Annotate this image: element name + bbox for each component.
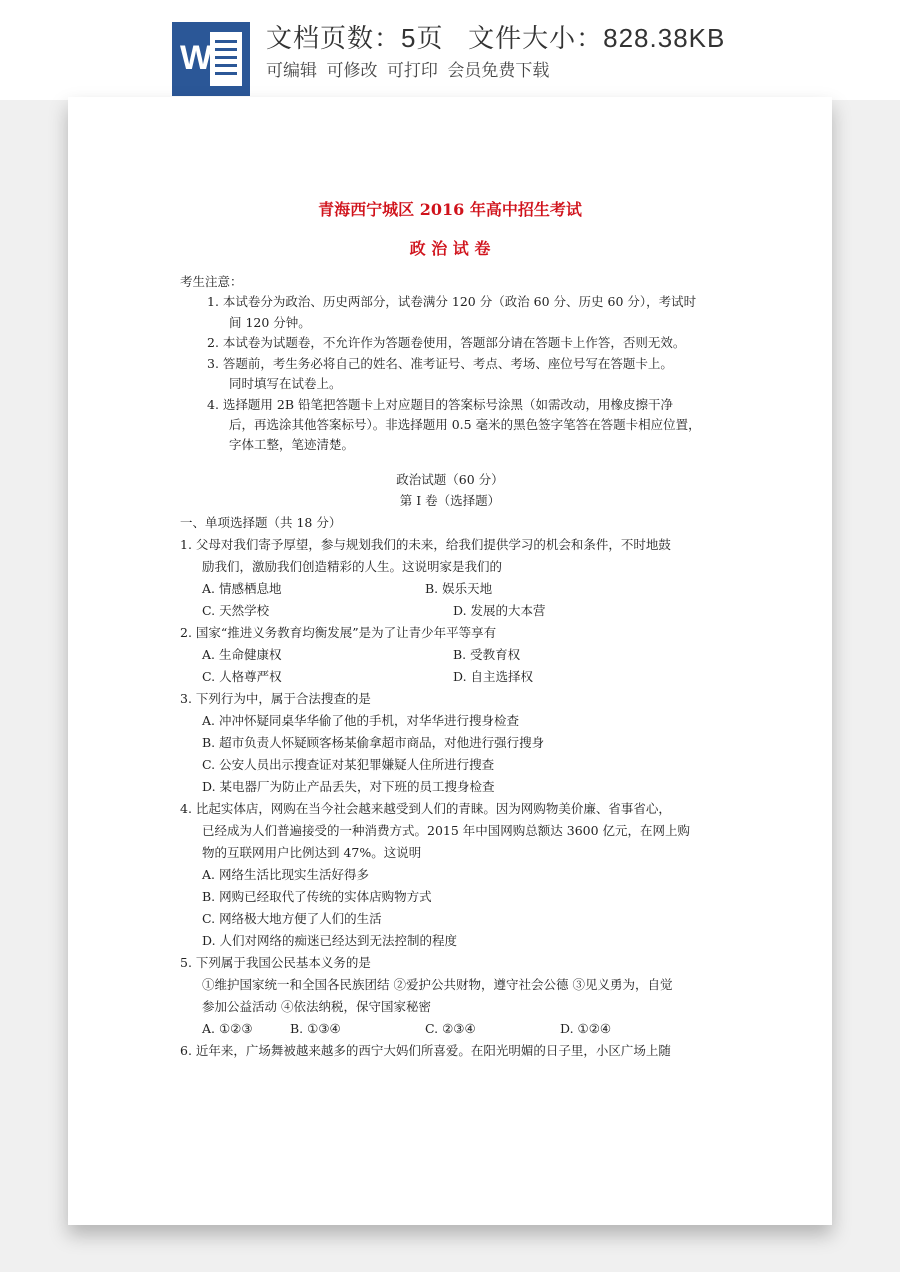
- doc-title: 青海西宁城区 2016 年高中招生考试: [318, 200, 582, 219]
- notice-line: 字体工整，笔迹清楚。: [229, 437, 355, 452]
- notice-line: 1. 本试卷分为政治、历史两部分，试卷满分 120 分（政治 60 分、历史 60 分），考试时: [207, 294, 697, 309]
- notice-line: 3. 答题前，考生务必将自己的姓名、准考证号、考点、考场、座位号写在答题卡上。: [207, 356, 673, 371]
- word-letter: W: [180, 39, 213, 77]
- notice-heading: 考生注意：: [180, 274, 243, 289]
- answer-option: B. 网购已经取代了传统的实体店购物方式: [202, 889, 432, 904]
- question-text: ①维护国家统一和全国各民族团结 ②爱护公共财物，遵守社会公德 ③见义勇为，自觉: [202, 977, 673, 992]
- notice-line: 间 120 分钟。: [229, 315, 311, 330]
- answer-option: D. ①②④: [560, 1021, 612, 1036]
- notice-line: 2. 本试卷为试题卷，不允许作为答题卷使用，答题部分请在答题卡上作答，否则无效。: [207, 335, 686, 350]
- part-heading: 第 I 卷（选择题）: [399, 493, 501, 508]
- notice-line: 4. 选择题用 2B 铅笔把答题卡上对应题目的答案标号涂黑（如需改动，用橡皮擦干净: [207, 397, 673, 412]
- section-heading: 政治试题（60 分）: [396, 472, 504, 487]
- file-info-title: 文档页数：5页 文件大小：828.38KB: [266, 23, 726, 53]
- notice-line: 同时填写在试卷上。: [229, 376, 342, 391]
- answer-option: C. 人格尊严权: [202, 669, 282, 684]
- answer-option: B. 娱乐天地: [425, 581, 493, 596]
- question-text: 励我们，激励我们创造精彩的人生。这说明家是我们的: [202, 559, 503, 574]
- question-text: 3. 下列行为中，属于合法搜查的是: [180, 691, 371, 706]
- answer-option: D. 某电器厂为防止产品丢失，对下班的员工搜身检查: [202, 779, 495, 794]
- question-type: 一、单项选择题（共 18 分）: [180, 515, 342, 530]
- question-text: 2. 国家“推进义务教育均衡发展”是为了让青少年平等享有: [180, 625, 497, 640]
- question-text: 已经成为人们普遍接受的一种消费方式。2015 年中国网购总额达 3600 亿元，在网上购: [202, 823, 691, 838]
- question-text: 参加公益活动 ④依法纳税，保守国家秘密: [202, 999, 431, 1014]
- download-header: [0, 0, 900, 100]
- document-page: [68, 97, 832, 1225]
- answer-option: D. 发展的大本营: [453, 603, 546, 618]
- answer-option: C. 天然学校: [202, 603, 270, 618]
- doc-subtitle: 政 治 试 卷: [409, 239, 491, 258]
- question-text: 4. 比起实体店，网购在当今社会越来越受到人们的青睐。因为网购物美价廉、省事省心，: [180, 801, 671, 816]
- answer-option: A. 情感栖息地: [202, 581, 282, 596]
- notice-line: 后，再选涂其他答案标号）。非选择题用 0.5 毫米的黑色签字笔答在答题卡相应位置，: [229, 417, 701, 432]
- file-info-subtitle: 可编辑 可修改 可打印 会员免费下载: [266, 61, 550, 80]
- answer-option: C. 公安人员出示搜查证对某犯罪嫌疑人住所进行搜查: [202, 757, 495, 772]
- question-text: 5. 下列属于我国公民基本义务的是: [180, 955, 371, 970]
- question-text: 物的互联网用户比例达到 47%。这说明: [202, 845, 422, 860]
- answer-option: D. 自主选择权: [453, 669, 534, 684]
- answer-option: C. 网络极大地方便了人们的生活: [202, 911, 382, 926]
- answer-option: C. ②③④: [425, 1021, 476, 1036]
- answer-option: B. ①③④: [290, 1021, 341, 1036]
- answer-option: A. 生命健康权: [202, 647, 282, 662]
- answer-option: D. 人们对网络的痴迷已经达到无法控制的程度: [202, 933, 458, 948]
- answer-option: A. 冲冲怀疑同桌华华偷了他的手机，对华华进行搜身检查: [202, 713, 519, 728]
- question-text: 6. 近年来，广场舞被越来越多的西宁大妈们所喜爱。在阳光明媚的日子里，小区广场上随: [180, 1043, 671, 1058]
- answer-option: A. ①②③: [202, 1021, 253, 1036]
- answer-option: B. 超市负责人怀疑顾客杨某偷拿超市商品，对他进行强行搜身: [202, 735, 545, 750]
- answer-option: A. 网络生活比现实生活好得多: [202, 867, 369, 882]
- question-text: 1. 父母对我们寄予厚望，参与规划我们的未来，给我们提供学习的机会和条件，不时地鼓: [180, 537, 671, 552]
- word-doc-icon: [172, 22, 250, 96]
- answer-option: B. 受教育权: [453, 647, 521, 662]
